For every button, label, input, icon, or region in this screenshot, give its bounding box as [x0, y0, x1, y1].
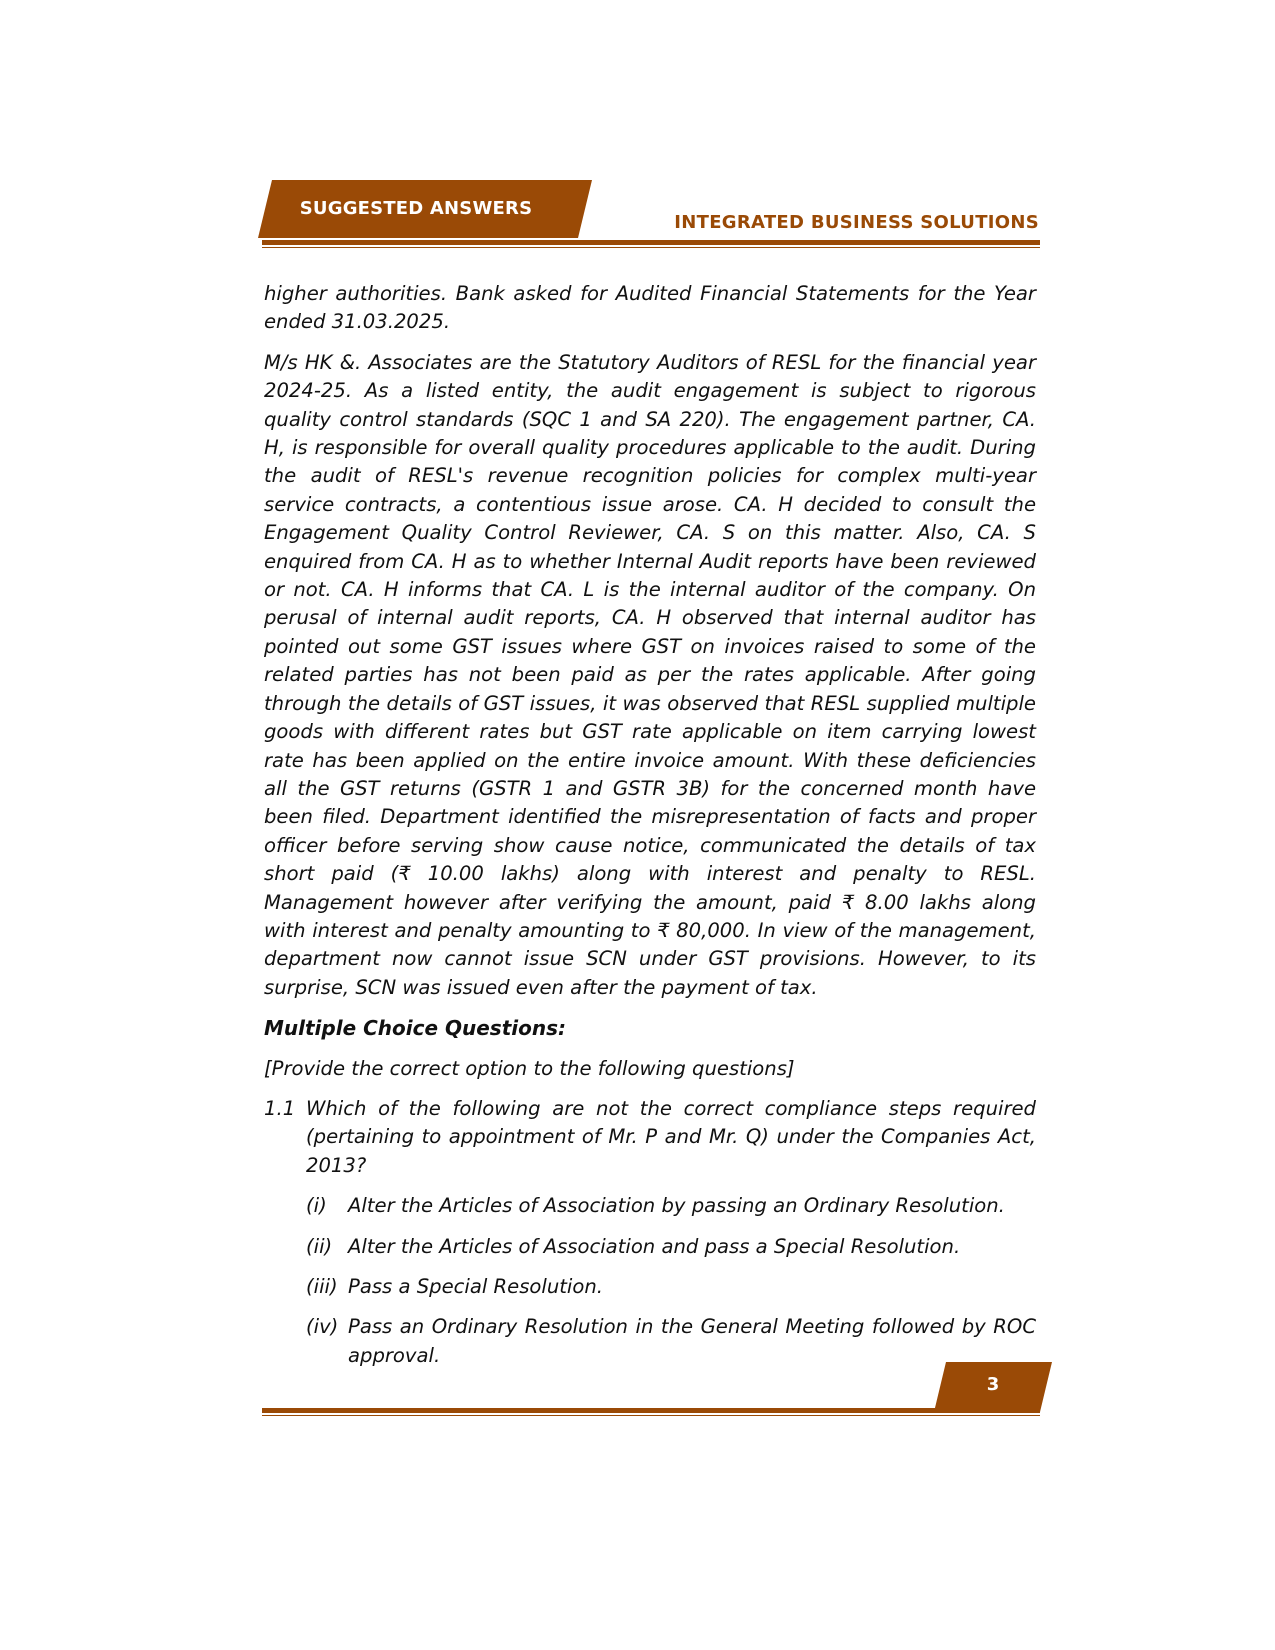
question: [264, 1095, 1036, 1180]
question-number: 1.1: [264, 1096, 296, 1120]
option-label: (iii): [306, 1275, 338, 1298]
option-item: [306, 1313, 1036, 1370]
option-label: (iv): [306, 1315, 339, 1339]
header-title: INTEGRATED BUSINESS SOLUTIONS: [674, 212, 1039, 233]
header-tab: [258, 180, 592, 244]
header-tab-label: SUGGESTED ANSWERS: [299, 198, 533, 219]
option-text: Pass an Ordinary Resolution in the General Meeting followed by ROC approval.: [348, 1315, 1036, 1367]
footer-divider: [262, 1408, 1040, 1413]
option-item: [306, 1233, 1036, 1261]
option-text: Pass a Special Resolution.: [348, 1275, 604, 1298]
header-divider-thin: [262, 247, 1040, 248]
instruction-text: [Provide the correct option to the following questions]: [264, 1056, 795, 1080]
option-label: (i): [306, 1194, 327, 1218]
question-text: Which of the following are not the correct compliance steps required (pertaining to appointment of Mr. P and Mr. Q) under the Companies Act, 2013?: [306, 1096, 1036, 1177]
mcq-heading: Multiple Choice Questions:: [264, 1016, 567, 1041]
option-list: [306, 1192, 1036, 1370]
page-number: 3: [986, 1374, 1000, 1395]
option-item: [306, 1273, 1036, 1301]
option-text: Alter the Articles of Association and pass a Special Resolution.: [348, 1234, 961, 1258]
header-divider: [262, 240, 1040, 245]
option-text: Alter the Articles of Association by passing an Ordinary Resolution.: [348, 1194, 1005, 1218]
option-item: [306, 1192, 1036, 1220]
paragraph: higher authorities. Bank asked for Audited Financial Statements for the Year ended 31.03.2025.: [264, 282, 1036, 334]
footer-divider-thin: [262, 1415, 1040, 1416]
page-content: [264, 280, 1036, 1382]
paragraph: M/s HK &. Associates are the Statutory Auditors of RESL for the financial year 2024-25. As a listed entity, the audit engagement is subject to rigorous quality control standards (SQC 1 and SA 220). The engagement partner, CA. H, is responsible for overall quality procedures applicable to the audit. During the audit of RESL's revenue recognition policies for complex multi-year service contracts, a contentious issue arose. CA. H decided to consult the Engagement Quality Control Reviewer, CA. S on this matter. Also, CA. S enquired from CA. H as to whether Internal Audit reports have been reviewed or not. CA. H informs that CA. L is the internal auditor of the company. On perusal of internal audit reports, CA. H observed that internal auditor has pointed out some GST issues where GST on invoices raised to some of the related parties has not been paid as per the rates applicable. After going through the details of GST issues, it was observed that RESL supplied multiple goods with different rates but GST rate applicable on item carrying lowest rate has been applied on the entire invoice amount. With these deficiencies all the GST returns (GSTR 1 and GSTR 3B) for the concerned month have been filed. Department identified the misrepresentation of facts and proper officer before serving show cause notice, communicated the details of tax short paid (₹ 10.00 lakhs) along with interest and penalty to RESL. Management however after verifying the amount, paid ₹ 8.00 lakhs along with interest and penalty amounting to ₹ 80,000. In view of the management, department now cannot issue SCN under GST provisions. However, to its surprise, SCN was issued even after the payment of tax.: [264, 350, 1036, 999]
option-label: (ii): [306, 1234, 333, 1258]
page-number-tab: [934, 1362, 1052, 1412]
